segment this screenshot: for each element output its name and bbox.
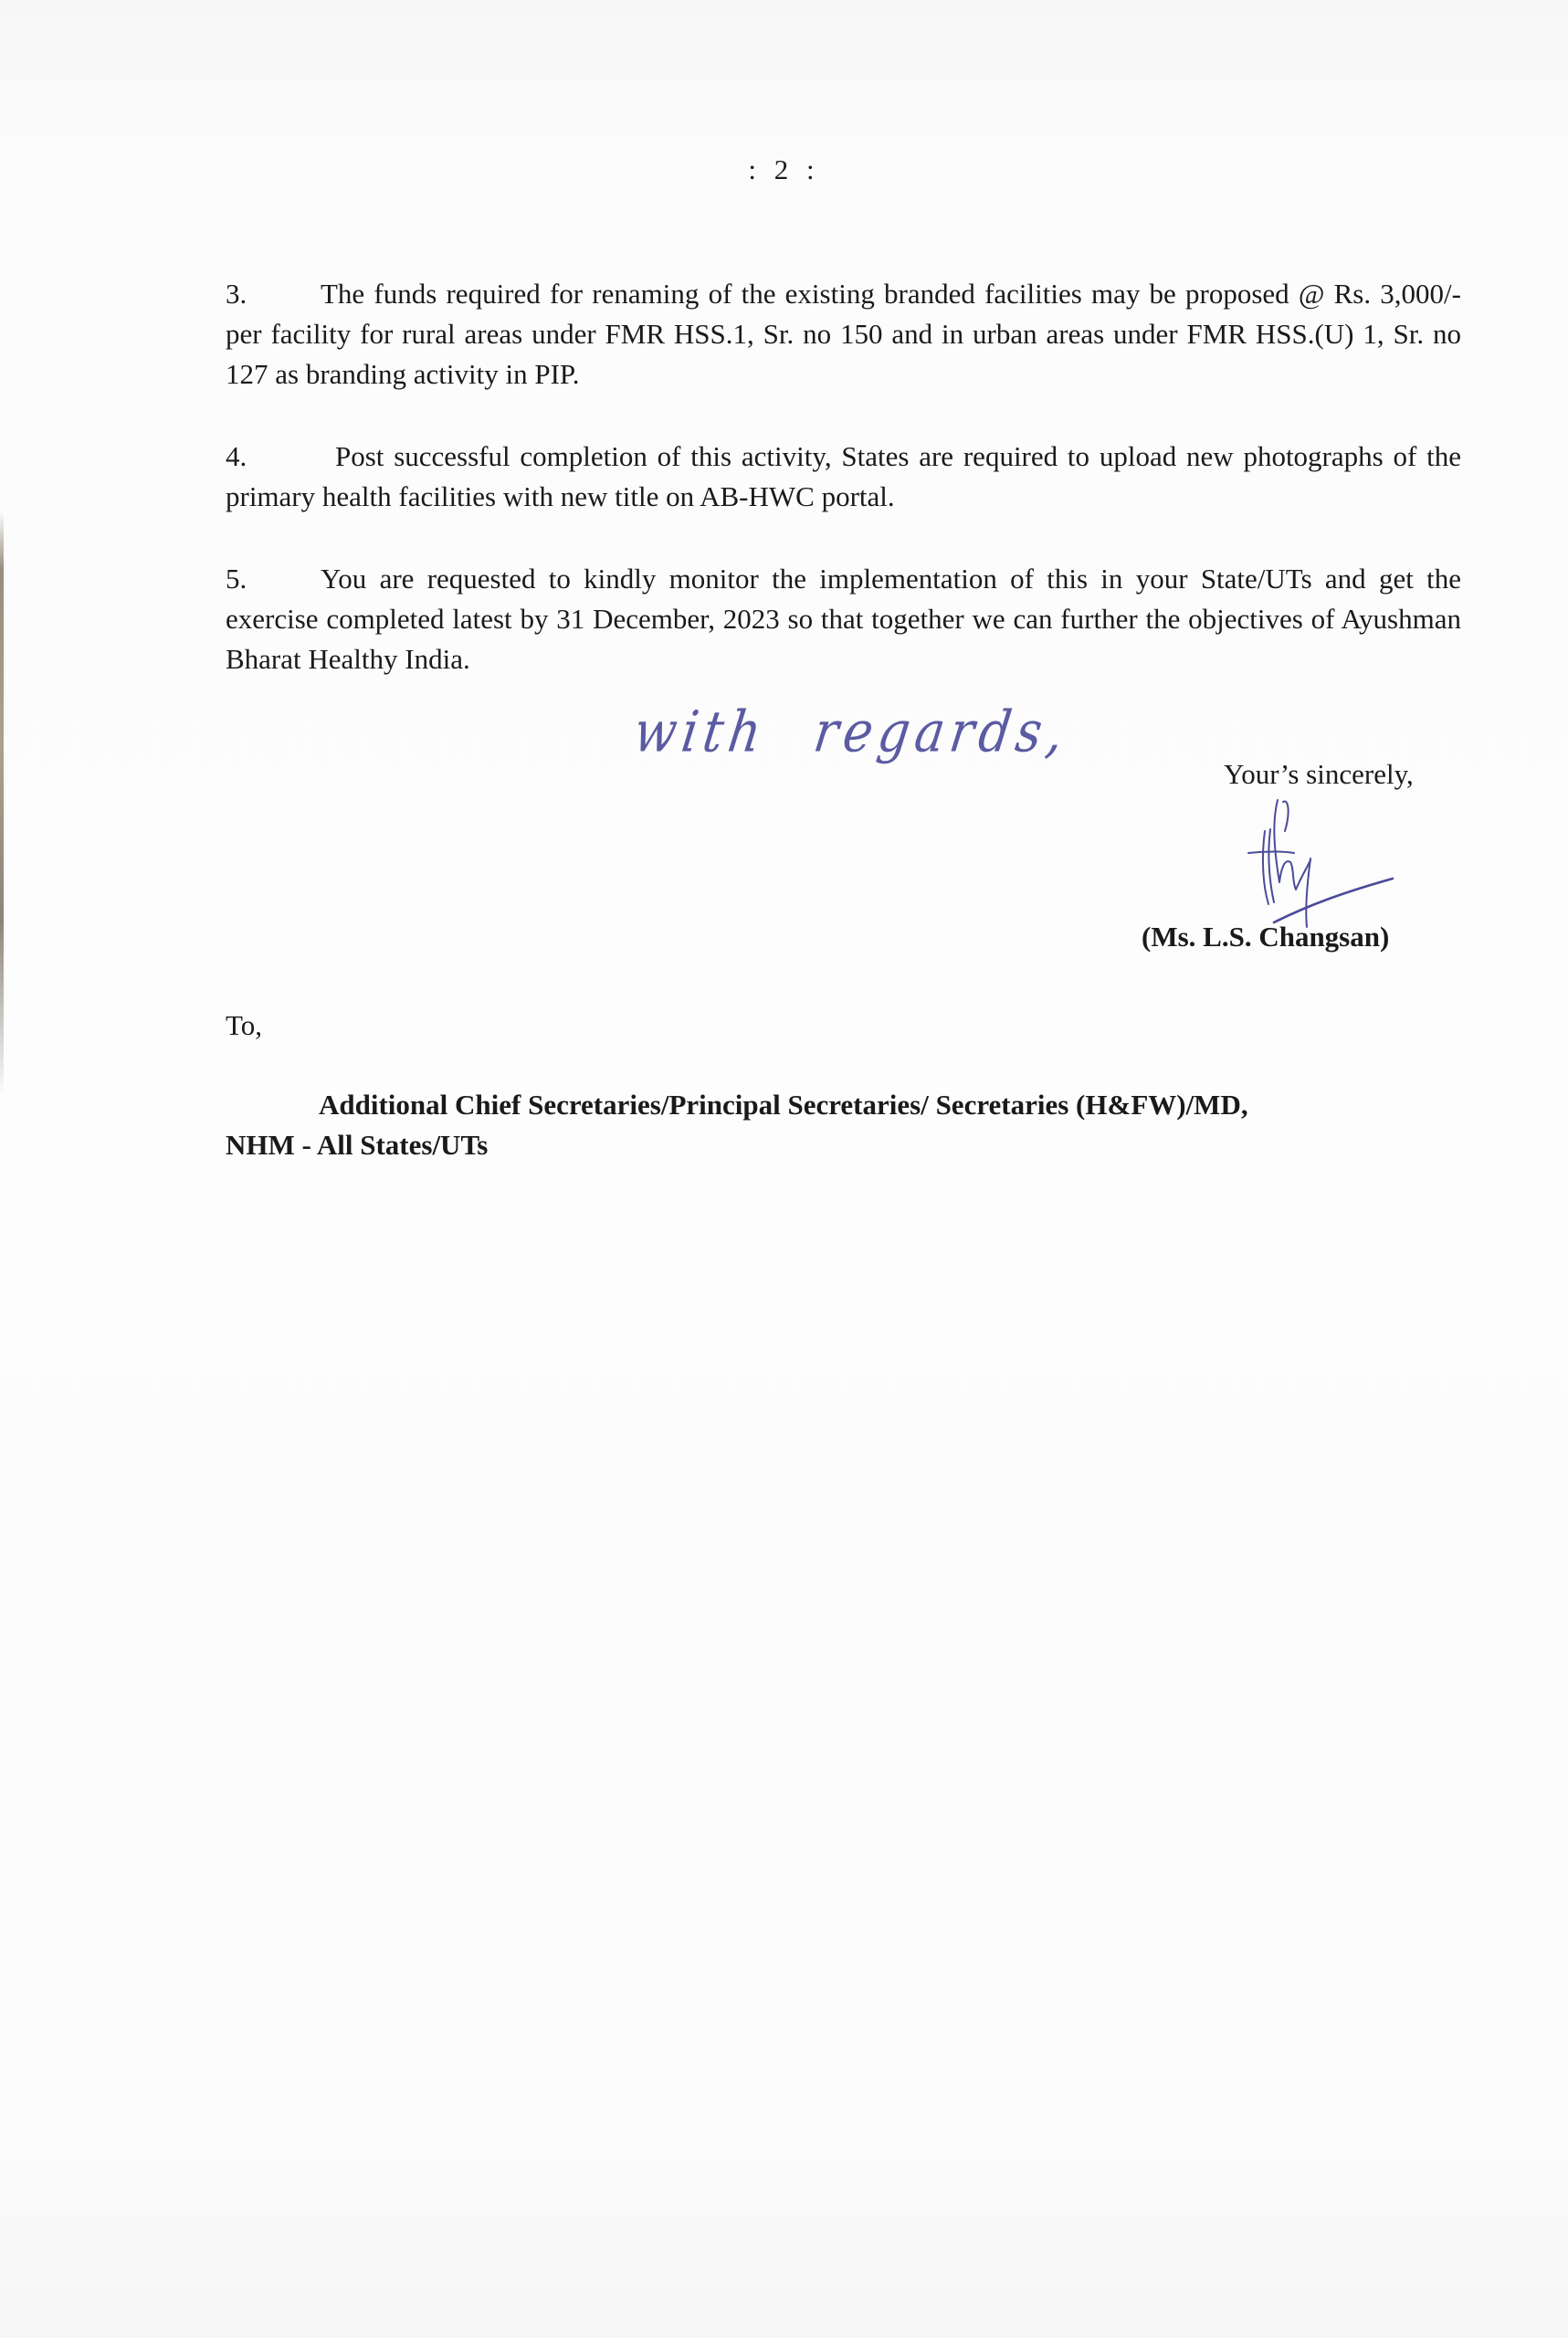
addressee-line-1: Additional Chief Secretaries/Principal Secretaries/ Secretaries (H&FW)/MD,: [319, 1089, 1248, 1121]
paragraph-text: The funds required for renaming of the existing branded facilities may be proposed @ Rs. 3,000/- per facility for rural areas under FMR HSS.1, Sr. no 150 and in urban areas under FMR HSS.(U) 1, Sr. no 127 as branding activity in PIP.: [226, 278, 1461, 390]
paragraph-4: [226, 437, 1461, 517]
paragraph-5: [226, 559, 1461, 679]
to-label: To,: [226, 1009, 263, 1041]
addressee-line-2: NHM - All States/UTs: [226, 1129, 489, 1161]
scan-edge-shadow: [0, 511, 4, 1096]
signatory-name: (Ms. L.S. Changsan): [1142, 921, 1390, 953]
handwritten-note: with regards,: [629, 699, 1073, 765]
paragraph-number: 4.: [226, 440, 247, 472]
signature: [1237, 795, 1402, 932]
closing-salutation: Your’s sincerely,: [1224, 758, 1414, 790]
paragraph-text: Post successful completion of this activity, States are required to upload new photographs of the primary health facilities with new title on AB-HWC portal.: [226, 440, 1461, 512]
paragraph-number: 3.: [226, 278, 247, 310]
paragraph-number: 5.: [226, 563, 247, 595]
paragraph-3: [226, 274, 1461, 395]
page-number: : 2 :: [748, 153, 820, 185]
paragraph-text: You are requested to kindly monitor the implementation of this in your State/UTs and get the exercise completed latest by 31 December, 2023 so that together we can further the objectives of Ayushman Bharat Healthy India.: [226, 563, 1461, 675]
addressee-block: [226, 1085, 1461, 1165]
